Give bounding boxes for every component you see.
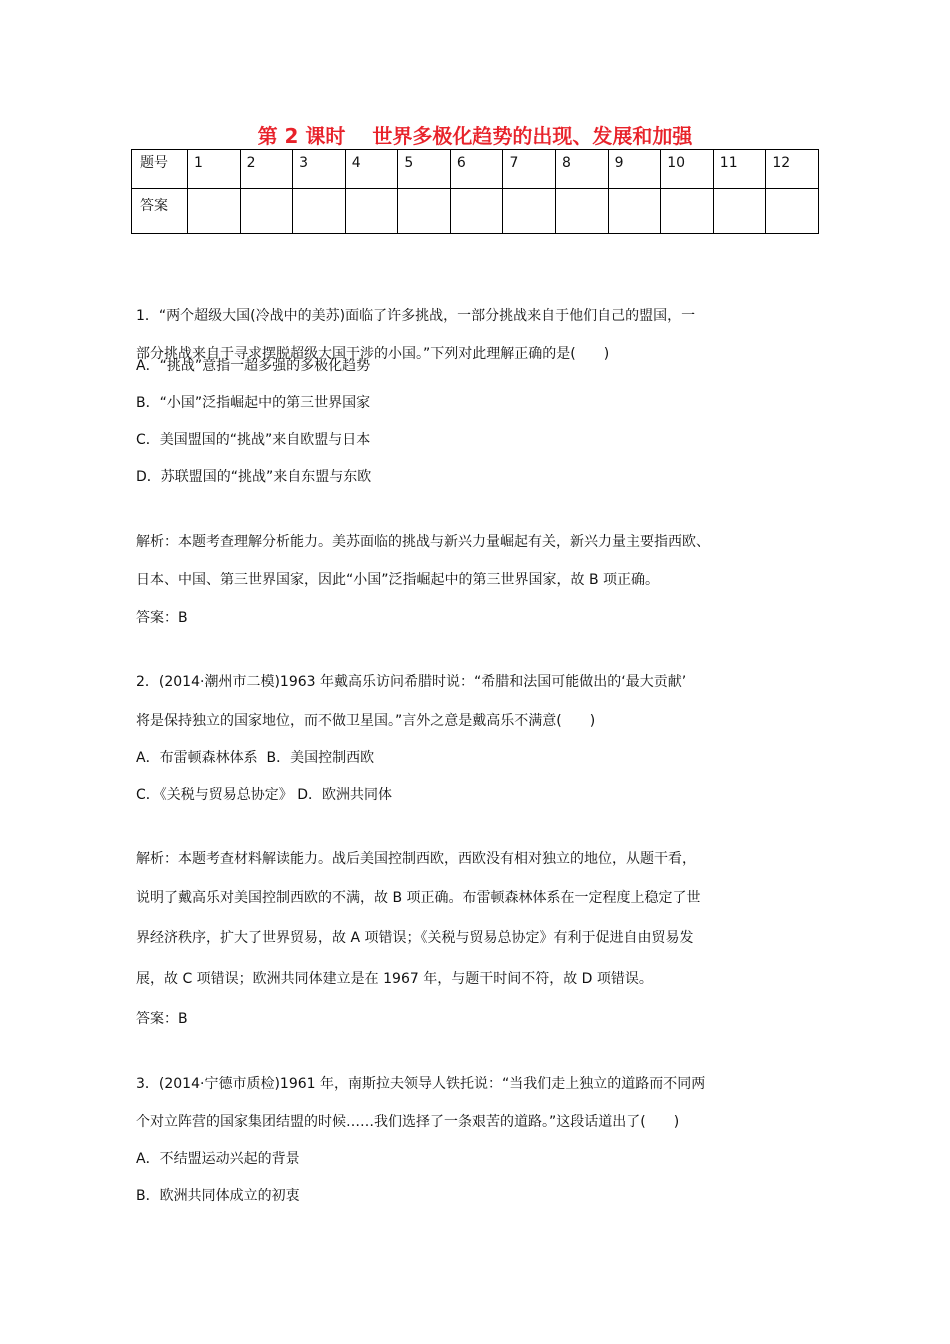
question-number-row: [132, 150, 819, 189]
q2-stem-line1: 2．(2014·潮州市二模)1963 年戴高乐访问希腊时说：“希腊和法国可能做出的‘最大贡献’: [136, 674, 687, 690]
answer-cell[interactable]: [240, 189, 293, 234]
q1-option-a: A．“挑战”意指一超多强的多极化趋势: [136, 358, 371, 374]
q2-analysis-line1: 解析：本题考查材料解读能力。战后美国控制西欧，西欧没有相对独立的地位，从题干看，: [136, 851, 696, 867]
question-number-cell: 4: [345, 150, 398, 189]
q1-analysis-line2: 日本、中国、第三世界国家，因此“小国”泛指崛起中的第三世界国家，故 B 项正确。: [136, 572, 660, 588]
q2-analysis-line4: 展，故 C 项错误；欧洲共同体建立是在 1967 年，与题干时间不符，故 D 项错误。: [136, 971, 653, 987]
question-number-cell: 10: [661, 150, 714, 189]
q1-analysis-line1: 解析：本题考查理解分析能力。美苏面临的挑战与新兴力量崛起有关，新兴力量主要指西欧、: [136, 534, 710, 550]
q1-answer: 答案：B: [136, 610, 188, 626]
question-number-cell: 8: [556, 150, 609, 189]
question-number-cell: 5: [398, 150, 451, 189]
q3-option-b: B．欧洲共同体成立的初衷: [136, 1188, 300, 1204]
answer-cell[interactable]: [766, 189, 819, 234]
answer-cell[interactable]: [608, 189, 661, 234]
q2-analysis-line2: 说明了戴高乐对美国控制西欧的不满，故 B 项正确。布雷顿森林体系在一定程度上稳定了世: [136, 890, 701, 906]
q2-answer: 答案：B: [136, 1011, 188, 1027]
question-number-cell: 1: [188, 150, 241, 189]
answer-cell[interactable]: [556, 189, 609, 234]
q1-stem-line1: 1．“两个超级大国(冷战中的美苏)面临了许多挑战，一部分挑战来自于他们自己的盟国，一: [136, 308, 696, 324]
answer-cell[interactable]: [713, 189, 766, 234]
answer-cell[interactable]: [450, 189, 503, 234]
answer-cell[interactable]: [345, 189, 398, 234]
question-number-cell: 9: [608, 150, 661, 189]
row-label-question-number: 题号: [132, 150, 188, 189]
q2-stem-line2: 将是保持独立的国家地位，而不做卫星国。”言外之意是戴高乐不满意( ): [136, 713, 596, 729]
q2-options-ab: A．布雷顿森林体系 B．美国控制西欧: [136, 750, 375, 766]
q1-option-d: D．苏联盟国的“挑战”来自东盟与东欧: [136, 469, 372, 485]
answer-cell[interactable]: [188, 189, 241, 234]
q1-option-b: B．“小国”泛指崛起中的第三世界国家: [136, 395, 371, 411]
answer-cell[interactable]: [293, 189, 346, 234]
row-label-answer: 答案: [132, 189, 188, 234]
question-number-cell: 2: [240, 150, 293, 189]
answer-cell[interactable]: [398, 189, 451, 234]
question-number-cell: 12: [766, 150, 819, 189]
q3-stem-line2: 个对立阵营的国家集团结盟的时候……我们选择了一条艰苦的道路。”这段话道出了( ): [136, 1114, 680, 1130]
q3-stem-line1: 3．(2014·宁德市质检)1961 年，南斯拉夫领导人铁托说：“当我们走上独立的道路而不同两: [136, 1076, 706, 1092]
q2-options-cd: C．《关税与贸易总协定》 D．欧洲共同体: [136, 787, 393, 803]
q1-option-c: C．美国盟国的“挑战”来自欧盟与日本: [136, 432, 371, 448]
q3-option-a: A．不结盟运动兴起的背景: [136, 1151, 300, 1167]
question-number-cell: 11: [713, 150, 766, 189]
answer-cell[interactable]: [661, 189, 714, 234]
question-number-cell: 7: [503, 150, 556, 189]
lesson-title: 第 2 课时 世界多极化趋势的出现、发展和加强: [257, 124, 693, 148]
q2-analysis-line3: 界经济秩序，扩大了世界贸易，故 A 项错误；《关税与贸易总协定》有利于促进自由贸易发: [136, 930, 694, 946]
question-number-cell: 6: [450, 150, 503, 189]
answer-cell[interactable]: [503, 189, 556, 234]
question-number-cell: 3: [293, 150, 346, 189]
q1-stem-line2: 部分挑战来自于寻求摆脱超级大国干涉的小国。”下列对此理解正确的是( ): [136, 346, 610, 362]
answer-table: [131, 149, 819, 234]
answer-row: [132, 189, 819, 234]
